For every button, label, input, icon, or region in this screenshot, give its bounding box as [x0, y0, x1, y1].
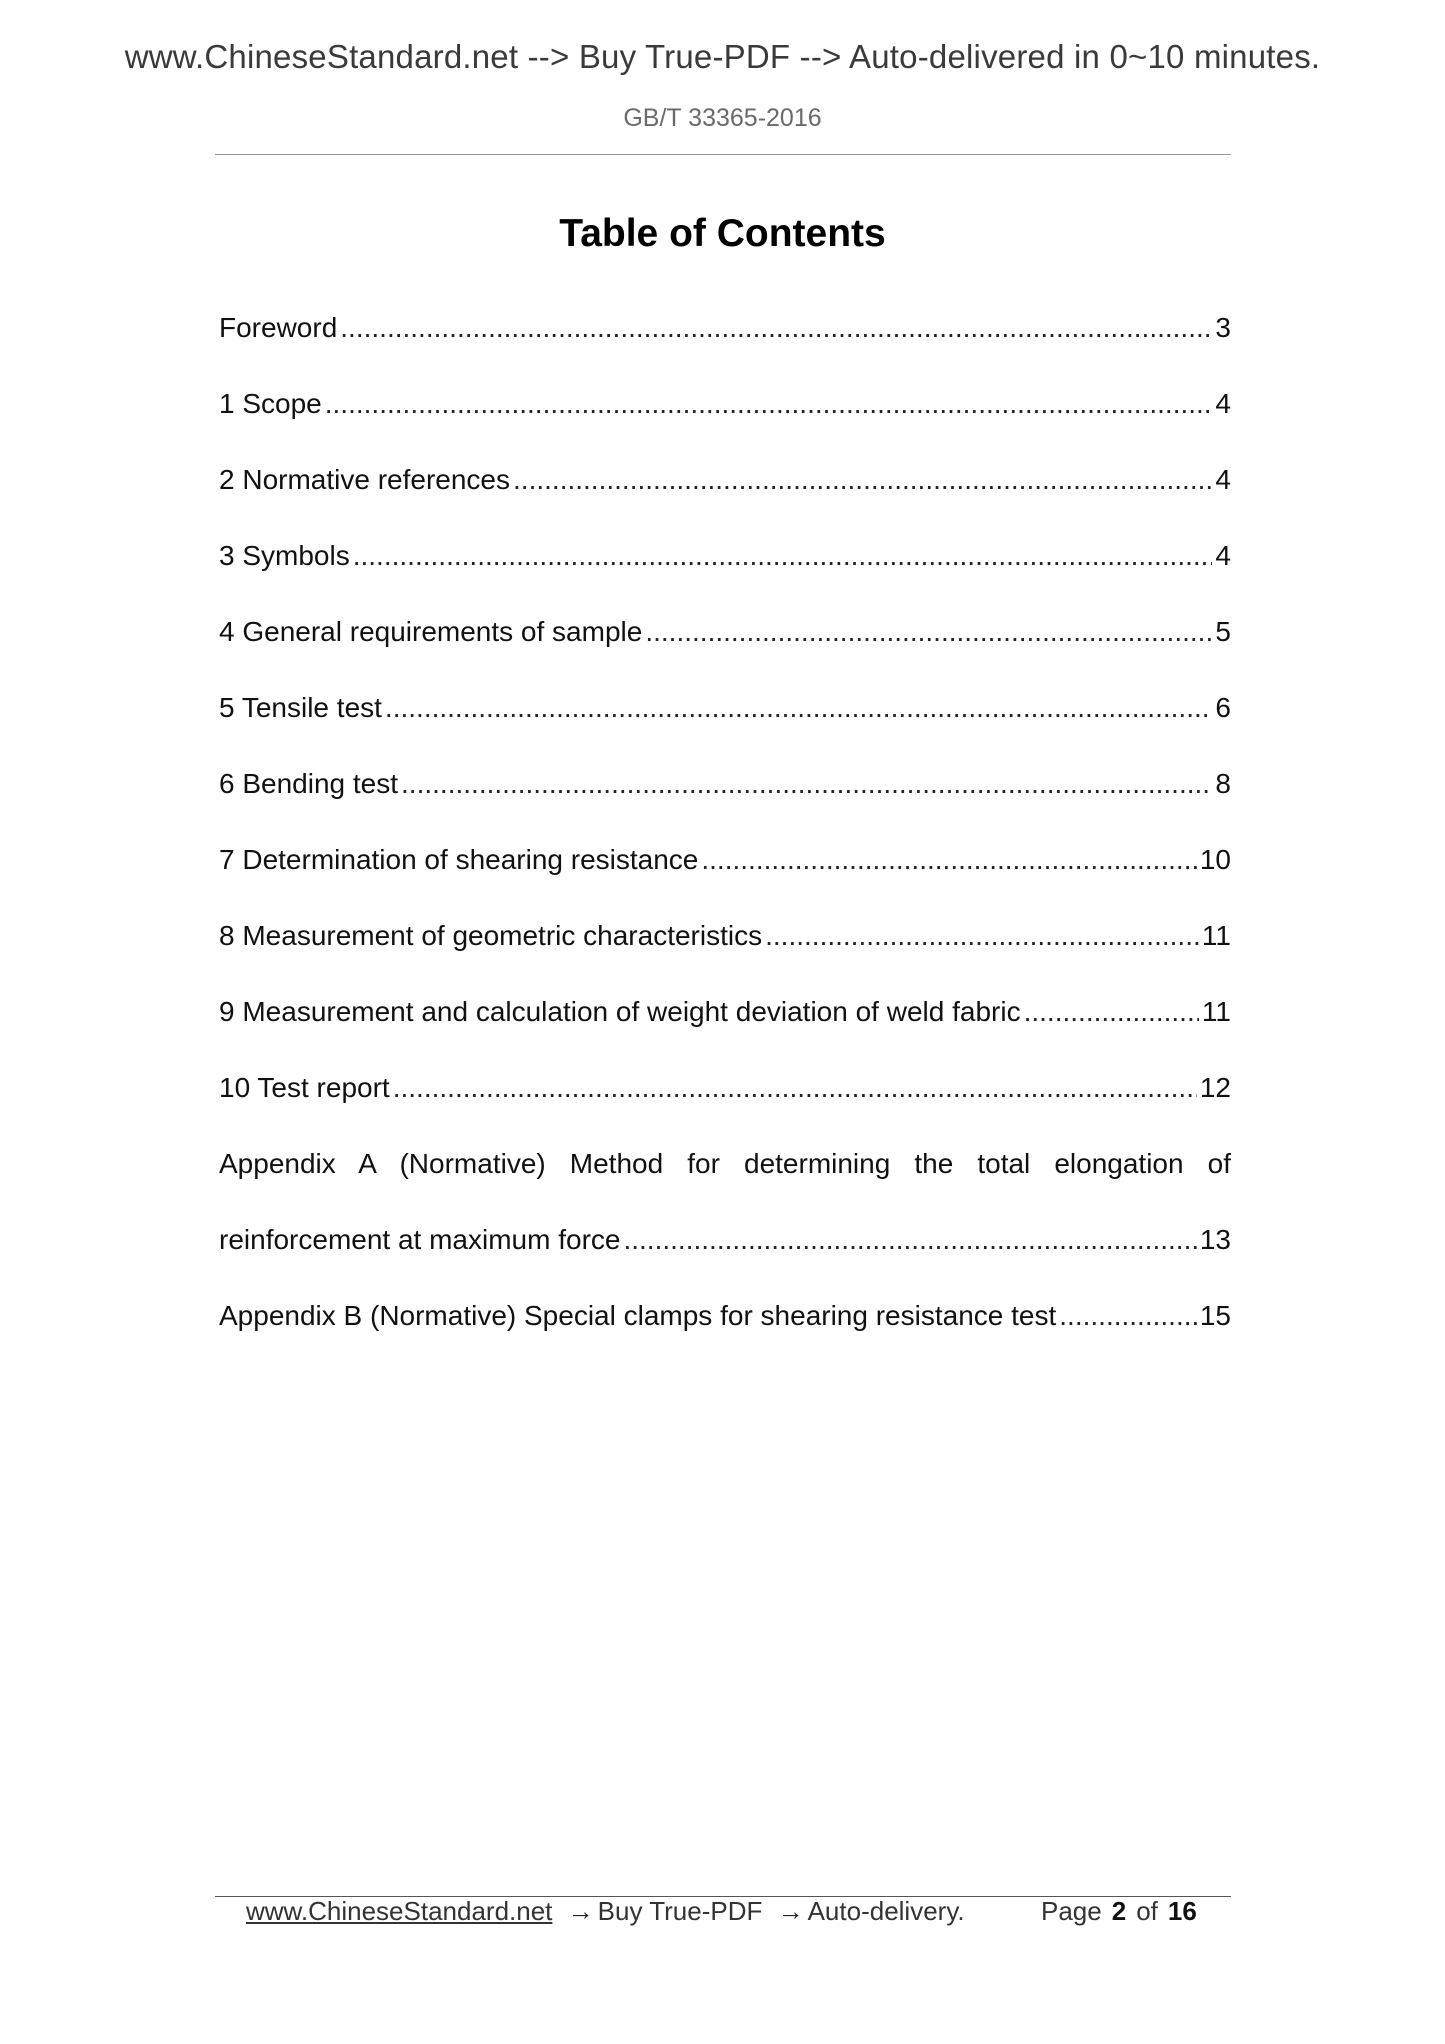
toc-entry-page: 11 — [1201, 996, 1231, 1027]
toc-entry-label: 6 Bending test — [219, 768, 399, 799]
dot-leader — [701, 840, 1196, 880]
right-arrow-icon: → — [567, 1896, 594, 1926]
site-banner: www.ChineseStandard.net --> Buy True-PDF --> Auto-delivered in 0~10 minutes. — [124, 38, 1321, 75]
toc-entry-page: 6 — [1215, 692, 1231, 723]
toc-entry-scope[interactable] — [219, 384, 1231, 460]
toc-entry-label: 1 Scope — [219, 388, 322, 419]
toc-entry-label: 4 General requirements of sample — [219, 616, 643, 647]
toc-entry-label-line2: reinforcement at maximum force — [219, 1224, 621, 1255]
toc-entry-label: Foreword — [219, 312, 338, 343]
toc-entry-page: 4 — [1215, 464, 1231, 495]
toc-entry-page: 13 — [1199, 1224, 1231, 1255]
header-divider — [215, 154, 1231, 155]
toc-entry-page: 8 — [1215, 768, 1231, 799]
of-label: of — [1136, 1896, 1158, 1926]
dot-leader — [340, 308, 1212, 348]
toc-entry-label: 5 Tensile test — [219, 692, 382, 723]
toc-entry-page: 4 — [1215, 540, 1231, 571]
toc-entry-page: 4 — [1215, 388, 1231, 419]
toc-entry-page: 5 — [1215, 616, 1231, 647]
dot-leader — [645, 612, 1212, 652]
dot-leader — [1024, 992, 1199, 1032]
toc-entry-label: 9 Measurement and calculation of weight deviation of weld fabric — [219, 996, 1021, 1027]
total-pages: 16 — [1167, 1896, 1197, 1926]
toc-entry-page: 12 — [1199, 1072, 1231, 1103]
dot-leader — [401, 764, 1212, 804]
page-label: Page — [1041, 1896, 1102, 1926]
table-of-contents — [219, 308, 1231, 1372]
page-number — [1041, 1896, 1197, 1927]
toc-entry-geometric-characteristics[interactable] — [219, 916, 1231, 992]
toc-entry-weight-deviation[interactable] — [219, 992, 1231, 1068]
page-footer — [0, 1896, 1445, 1936]
toc-entry-label: 10 Test report — [219, 1072, 390, 1103]
dot-leader — [765, 916, 1199, 956]
toc-entry-foreword[interactable] — [219, 308, 1231, 384]
toc-entry-label: 7 Determination of shearing resistance — [219, 844, 699, 875]
toc-entry-label: Appendix B (Normative) Special clamps for shearing resistance test — [219, 1300, 1057, 1331]
right-arrow-icon: → — [777, 1896, 804, 1926]
toc-entry-label: 8 Measurement of geometric characteristics — [219, 920, 763, 951]
toc-entry-label: 2 Normative references — [219, 464, 511, 495]
toc-entry-appendix-a[interactable] — [219, 1144, 1231, 1296]
toc-entry-page: 10 — [1199, 844, 1231, 875]
standard-code: GB/T 33365-2016 — [623, 104, 822, 132]
toc-entry-label-line1: Appendix A (Normative) Method for determining the total elongation of — [219, 1148, 1231, 1179]
dot-leader — [513, 460, 1212, 500]
toc-entry-normative-references[interactable] — [219, 460, 1231, 536]
footer-buy-text: Buy True-PDF — [597, 1896, 763, 1926]
footer-promo — [246, 1896, 965, 1927]
dot-leader — [385, 688, 1213, 728]
footer-site-link[interactable]: www.ChineseStandard.net — [246, 1896, 553, 1926]
footer-delivery-text: Auto-delivery. — [807, 1896, 965, 1926]
dot-leader — [353, 536, 1213, 576]
toc-entry-general-requirements[interactable] — [219, 612, 1231, 688]
dot-leader — [393, 1068, 1197, 1108]
toc-entry-tensile-test[interactable] — [219, 688, 1231, 764]
current-page: 2 — [1111, 1896, 1127, 1926]
toc-entry-bending-test[interactable] — [219, 764, 1231, 840]
toc-entry-page: 11 — [1201, 920, 1231, 951]
toc-entry-appendix-b[interactable] — [219, 1296, 1231, 1372]
toc-entry-shearing-resistance[interactable] — [219, 840, 1231, 916]
toc-entry-page: 3 — [1215, 312, 1231, 343]
toc-title: Table of Contents — [559, 212, 886, 255]
toc-entry-label: 3 Symbols — [219, 540, 350, 571]
dot-leader — [1059, 1296, 1197, 1336]
dot-leader — [623, 1220, 1196, 1260]
toc-entry-test-report[interactable] — [219, 1068, 1231, 1144]
toc-entry-symbols[interactable] — [219, 536, 1231, 612]
dot-leader — [325, 384, 1213, 424]
toc-entry-page: 15 — [1199, 1300, 1231, 1331]
